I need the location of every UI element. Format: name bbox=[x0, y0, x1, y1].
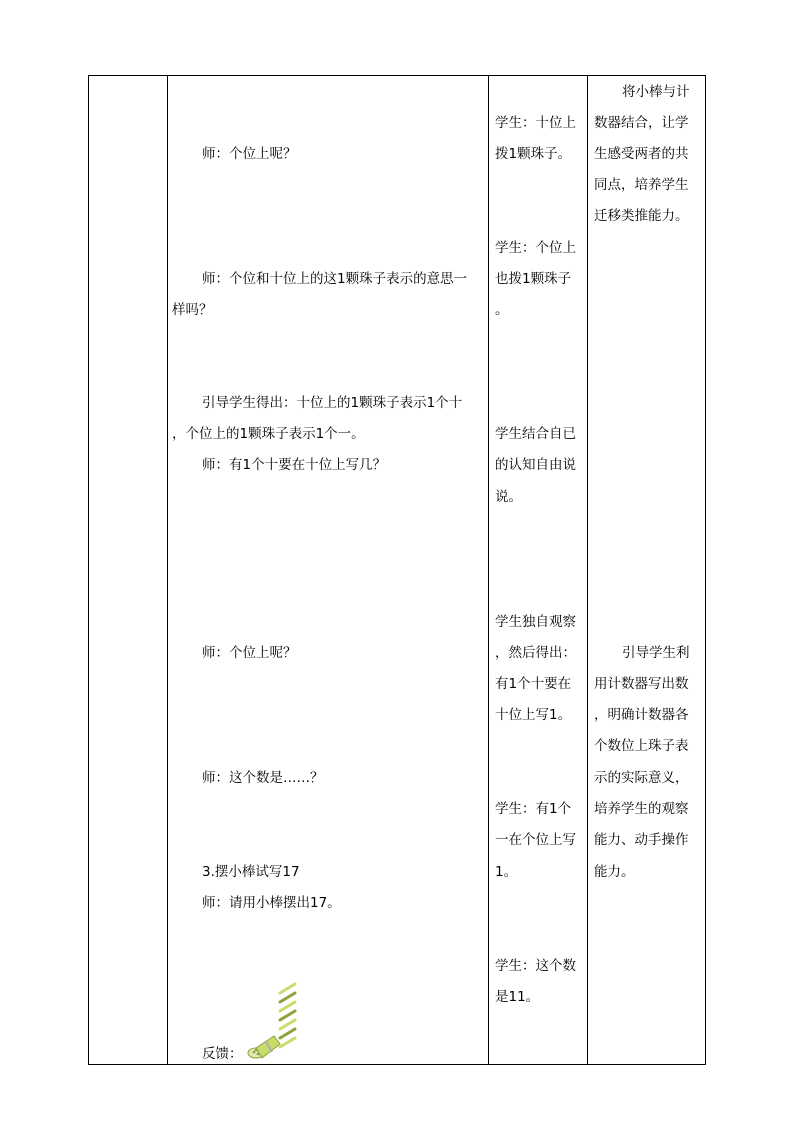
teacher-line: 师：有1个十要在十位上写几？ bbox=[202, 457, 387, 473]
intent-line: 个数位上珠子表 bbox=[594, 738, 689, 754]
intent-line: ，明确计数器各 bbox=[594, 707, 689, 723]
student-line: 的认知自由说 bbox=[495, 457, 576, 473]
student-line: 是11。 bbox=[495, 989, 540, 1005]
teacher-line: 师：这个数是……？ bbox=[202, 770, 324, 786]
single-stick bbox=[280, 1011, 295, 1020]
single-stick bbox=[280, 1029, 295, 1038]
single-stick bbox=[280, 993, 295, 1002]
intent-line: 培养学生的观察 bbox=[594, 801, 689, 817]
intent-line: 能力。 bbox=[594, 864, 635, 880]
student-line: 也拨1颗珠子 bbox=[495, 271, 572, 287]
table-column-divider bbox=[167, 75, 168, 1065]
teacher-line: 样吗？ bbox=[172, 302, 213, 318]
single-stick bbox=[280, 1038, 295, 1047]
student-line: 有1个十要在 bbox=[495, 676, 572, 692]
student-line: 学生：这个数 bbox=[495, 958, 576, 974]
student-line: 一在个位上写 bbox=[495, 832, 576, 848]
intent-line: 用计数器写出数 bbox=[594, 676, 689, 692]
student-line: 拨1颗珠子。 bbox=[495, 146, 572, 162]
feedback-label: 反馈： bbox=[202, 1046, 243, 1062]
intent-line: 引导学生利 bbox=[622, 645, 690, 661]
intent-line: 能力、动手操作 bbox=[594, 832, 689, 848]
student-line: 学生：个位上 bbox=[495, 240, 576, 256]
student-line: 学生独自观察 bbox=[495, 614, 576, 630]
stick-bundle-illustration bbox=[244, 980, 300, 1060]
intent-line: 同点，培养学生 bbox=[594, 177, 689, 193]
section-heading: 3.摆小棒试写17 bbox=[202, 864, 300, 880]
single-stick bbox=[280, 1020, 295, 1029]
single-sticks bbox=[280, 984, 295, 1047]
student-line: 学生结合自已 bbox=[495, 426, 576, 442]
single-stick bbox=[280, 1002, 295, 1011]
teacher-line: ，个位上的1颗珠子表示1个一。 bbox=[172, 426, 365, 442]
student-line: 。 bbox=[495, 302, 509, 318]
intent-line: 示的实际意义， bbox=[594, 770, 689, 786]
ten-stick-bundle bbox=[248, 1036, 280, 1058]
single-stick bbox=[280, 984, 295, 993]
student-line: 1。 bbox=[495, 864, 518, 880]
table-column-divider bbox=[488, 75, 489, 1065]
teacher-line: 师：请用小棒摆出17。 bbox=[202, 895, 341, 911]
student-line: 说。 bbox=[495, 489, 522, 505]
student-line: 学生：十位上 bbox=[495, 115, 576, 131]
student-line: 学生：有1个 bbox=[495, 801, 572, 817]
student-line: ，然后得出： bbox=[495, 645, 576, 661]
teacher-line: 师：个位和十位上的这1颗珠子表示的意思一 bbox=[202, 271, 468, 287]
student-line: 十位上写1。 bbox=[495, 707, 572, 723]
intent-line: 迁移类推能力。 bbox=[594, 208, 689, 224]
teacher-line: 引导学生得出：十位上的1颗珠子表示1个十 bbox=[202, 395, 463, 411]
teacher-line: 师：个位上呢？ bbox=[202, 645, 297, 661]
intent-line: 生感受两者的共 bbox=[594, 146, 689, 162]
intent-line: 数器结合，让学 bbox=[594, 115, 689, 131]
intent-line: 将小棒与计 bbox=[622, 84, 690, 100]
teacher-line: 师：个位上呢？ bbox=[202, 146, 297, 162]
table-column-divider bbox=[587, 75, 588, 1065]
